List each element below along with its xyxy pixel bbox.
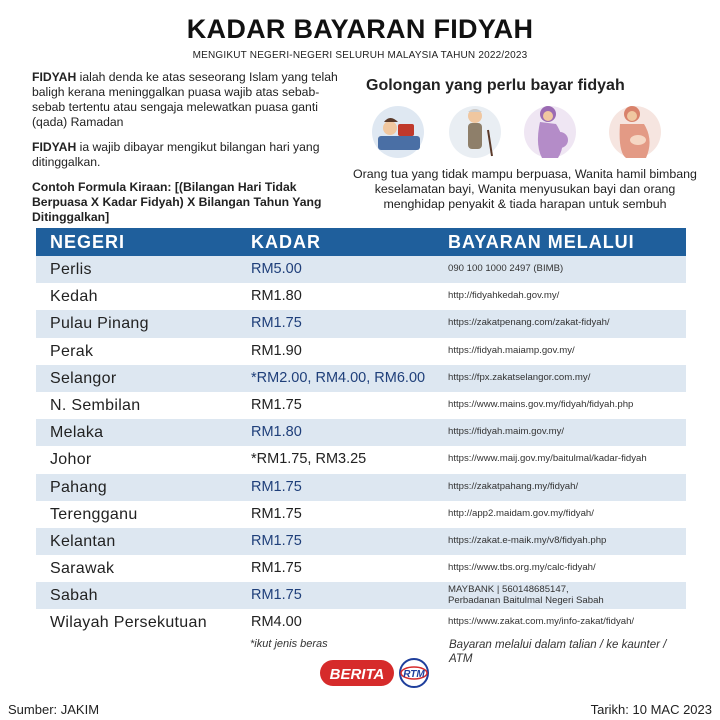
cell-negeri: N. Sembilan bbox=[50, 396, 141, 414]
cell-negeri: Perak bbox=[50, 342, 94, 360]
cell-bayaran: https://fpx.zakatselangor.com.my/ bbox=[448, 371, 591, 383]
nursing-mother-icon bbox=[609, 106, 661, 158]
obligation-term: FIDYAH bbox=[32, 140, 77, 154]
cell-negeri: Pahang bbox=[50, 478, 107, 496]
obligation-paragraph bbox=[32, 140, 352, 170]
definition-text: ialah denda ke atas seseorang Islam yang telah baligh kerana meninggalkan puasa wajib atas sebab-sebab tertentu atau sengaja melewatkan puasa ganti (qada) Ramadan bbox=[32, 70, 338, 129]
table-row bbox=[36, 256, 686, 283]
table-row bbox=[36, 392, 686, 419]
cell-negeri: Kelantan bbox=[50, 532, 116, 550]
cell-bayaran: 090 100 1000 2497 (BIMB) bbox=[448, 263, 564, 274]
table-header bbox=[36, 228, 686, 256]
definition-paragraph bbox=[32, 70, 352, 130]
cell-kadar: RM1.90 bbox=[251, 342, 302, 359]
cell-kadar: RM1.80 bbox=[251, 288, 302, 305]
table-row bbox=[36, 474, 686, 501]
bayaran-line1: MAYBANK | 560148685147, bbox=[448, 584, 569, 596]
rice-type-note: *ikut jenis beras bbox=[250, 638, 328, 650]
cell-bayaran: https://www.tbs.org.my/calc-fidyah/ bbox=[448, 562, 596, 574]
table-row bbox=[36, 609, 686, 636]
sick-person-icon bbox=[372, 106, 424, 158]
cell-negeri: Wilayah Persekutuan bbox=[50, 614, 207, 632]
bayaran-line2: Perbadanan Baitulmal Negeri Sabah bbox=[448, 595, 604, 607]
cell-negeri: Johor bbox=[50, 451, 92, 469]
golongan-title: Golongan yang perlu bayar fidyah bbox=[366, 77, 625, 94]
cell-bayaran: https://zakatpahang.my/fidyah/ bbox=[448, 480, 579, 492]
table-row bbox=[36, 283, 686, 310]
header-bayaran: BAYARAN MELALUI bbox=[448, 232, 635, 252]
logo-rtm-text: RTM bbox=[403, 669, 425, 680]
cell-bayaran: https://www.mains.gov.my/fidyah/fidyah.php bbox=[448, 398, 634, 410]
cell-negeri: Kedah bbox=[50, 288, 98, 306]
golongan-illustration bbox=[370, 100, 690, 162]
cell-kadar: *RM2.00, RM4.00, RM6.00 bbox=[251, 369, 426, 386]
cell-kadar: RM1.75 bbox=[251, 315, 302, 332]
cell-negeri: Pulau Pinang bbox=[50, 315, 149, 333]
header-kadar: KADAR bbox=[251, 232, 321, 252]
elderly-person-icon bbox=[449, 106, 501, 158]
cell-kadar: *RM1.75, RM3.25 bbox=[251, 451, 367, 468]
table-row bbox=[36, 528, 686, 555]
cell-negeri: Selangor bbox=[50, 369, 117, 387]
formula-text: Contoh Formula Kiraan: [(Bilangan Hari Tidak Berpuasa X Kadar Fidyah) X Bilangan Tahun Yang Ditinggalkan] bbox=[32, 180, 322, 224]
cell-negeri: Perlis bbox=[50, 261, 92, 278]
cell-kadar: RM1.75 bbox=[251, 396, 302, 413]
cell-bayaran: https://fidyah.maim.gov.my/ bbox=[448, 426, 565, 438]
cell-kadar: RM1.75 bbox=[251, 532, 302, 549]
cell-kadar: RM1.75 bbox=[251, 505, 302, 522]
cell-negeri: Sarawak bbox=[50, 560, 115, 578]
cell-bayaran bbox=[448, 584, 604, 606]
golongan-description: Orang tua yang tidak mampu berpuasa, Wanita hamil bimbang keselamatan bayi, Wanita menyusukan bayi dan orang menghidap penyakit & tiada harapan untuk sembuh bbox=[353, 167, 697, 211]
table-row bbox=[36, 338, 686, 365]
header-negeri: NEGERI bbox=[50, 232, 126, 252]
intro-section bbox=[32, 70, 352, 235]
cell-bayaran: https://zakatpenang.com/zakat-fidyah/ bbox=[448, 317, 610, 329]
cell-negeri: Sabah bbox=[50, 587, 98, 605]
berita-rtm-logo bbox=[318, 657, 438, 689]
page-title: KADAR BAYARAN FIDYAH bbox=[186, 14, 534, 44]
cell-kadar: RM5.00 bbox=[251, 261, 302, 277]
cell-bayaran: http://fidyahkedah.gov.my/ bbox=[448, 290, 560, 302]
cell-bayaran: https://www.zakat.com.my/info-zakat/fidyah/ bbox=[448, 616, 635, 628]
definition-term: FIDYAH bbox=[32, 70, 77, 84]
pregnant-woman-icon bbox=[524, 106, 576, 158]
table-row bbox=[36, 419, 686, 446]
obligation-text: ia wajib dibayar mengikut bilangan hari yang ditinggalkan. bbox=[32, 140, 320, 169]
logo-berita-text: BERITA bbox=[329, 666, 385, 683]
cell-bayaran: https://fidyah.maiamp.gov.my/ bbox=[448, 344, 575, 356]
page-subtitle: MENGIKUT NEGERI-NEGERI SELURUH MALAYSIA TAHUN 2022/2023 bbox=[192, 50, 528, 61]
cell-bayaran: https://www.maij.gov.my/baitulmal/kadar-fidyah bbox=[448, 453, 647, 465]
table-row bbox=[36, 501, 686, 528]
source-label: Sumber: JAKIM bbox=[8, 702, 100, 717]
payment-method-note: Bayaran melalui dalam talian / ke kaunter / ATM bbox=[449, 639, 667, 665]
table-row bbox=[36, 582, 686, 609]
table-row bbox=[36, 365, 686, 392]
fidyah-rate-table bbox=[36, 228, 686, 637]
table-row bbox=[36, 446, 686, 473]
date-label: Tarikh: 10 MAC 2023 bbox=[590, 702, 712, 717]
cell-kadar: RM1.80 bbox=[251, 424, 302, 441]
cell-bayaran: https://zakat.e-maik.my/v8/fidyah.php bbox=[448, 534, 607, 546]
table-row bbox=[36, 310, 686, 337]
cell-bayaran: http://app2.maidam.gov.my/fidyah/ bbox=[448, 507, 594, 519]
cell-kadar: RM1.75 bbox=[251, 560, 302, 577]
cell-kadar: RM1.75 bbox=[251, 587, 302, 604]
cell-kadar: RM1.75 bbox=[251, 478, 302, 495]
cell-negeri: Melaka bbox=[50, 424, 104, 442]
table-row bbox=[36, 555, 686, 582]
cell-negeri: Terengganu bbox=[50, 505, 138, 523]
cell-kadar: RM4.00 bbox=[251, 614, 302, 631]
